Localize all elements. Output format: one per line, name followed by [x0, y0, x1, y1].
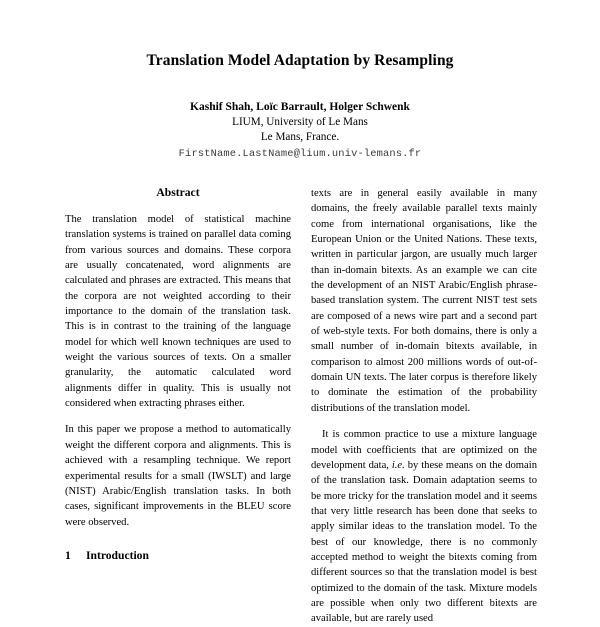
affiliation: LIUM, University of Le Mans	[232, 115, 368, 128]
abstract-paragraph: In this paper we propose a method to automatically weight the different corpora and alignments. This is achieved with a resampling technique. We report experimental results for a small (IWSLT) and large (NIST) Arabic/English translation tasks. In both cases, significant improvements in the BLEU score were observed.	[65, 424, 291, 528]
paragraph-text-start: It is common practice to use a mixture language model with coefficients that are optimized on the development data,	[311, 429, 537, 471]
section-number: 1	[65, 548, 71, 562]
paper-header	[0, 0, 600, 160]
location: Le Mans, France.	[260, 130, 340, 143]
page-title: Translation Model Adaptation by Resampling	[146, 52, 454, 69]
abstract-heading: Abstract	[156, 186, 200, 199]
right-column	[311, 186, 537, 627]
body-paragraph: texts are in general easily available in many domains, the freely available parallel texts mainly come from international organisations, like the European Union or the United Nations. These texts, written in particular jargon, are usually much larger than in-domain bitexts. As an example we can cite the development of an NIST Arabic/English phrase-based translation system. The current NIST test sets are composed of a news wire part and a second part of web-style texts. For both domains, there is only a small number of in-domain bitexts available, in comparison to almost 200 millions words of out-of-domain UN texts. The later corpus is therefore likely to dominate the estimation of the probability distributions of the translation model.	[311, 188, 537, 414]
author-list: Kashif Shah, Loïc Barrault, Holger Schwenk	[190, 100, 410, 113]
two-column-body	[65, 186, 537, 627]
abstract-paragraph: The translation model of statistical machine translation systems is trained on parallel data coming from various sources and domains. These corpora are usually concatenated, word alignments are calculated and phrases are extracted. This means that the corpora are not weighted according to their importance to the domain of the translation task. This is in contrast to the training of the language model for which well known techniques are used to weight the various sources of texts. On a smaller granularity, the automatic calculated word alignments differ in quality. This is usually not considered when extracting phrases either.	[65, 214, 291, 410]
section-heading-introduction	[65, 549, 291, 562]
latin-abbreviation: i.e.	[391, 459, 405, 471]
paragraph-text-end: by these means on the domain of the translation task. Domain adaptation seems to be more tricky for the translation model and it seems that very little research has been done that seeks to apply similar ideas to the translation model. To the best of our knowledge, there is no commonly accepted method to weight the bitexts coming from different sources so that the translation model is best optimized to the domain of the task. Mixture models are possible when only two different bitexts are available, but are rarely used	[311, 459, 537, 625]
body-paragraph	[311, 427, 537, 626]
contact-email: FirstName.LastName@lium.univ-lemans.fr	[178, 147, 422, 160]
section-title: Introduction	[86, 548, 149, 562]
left-column	[65, 186, 291, 627]
